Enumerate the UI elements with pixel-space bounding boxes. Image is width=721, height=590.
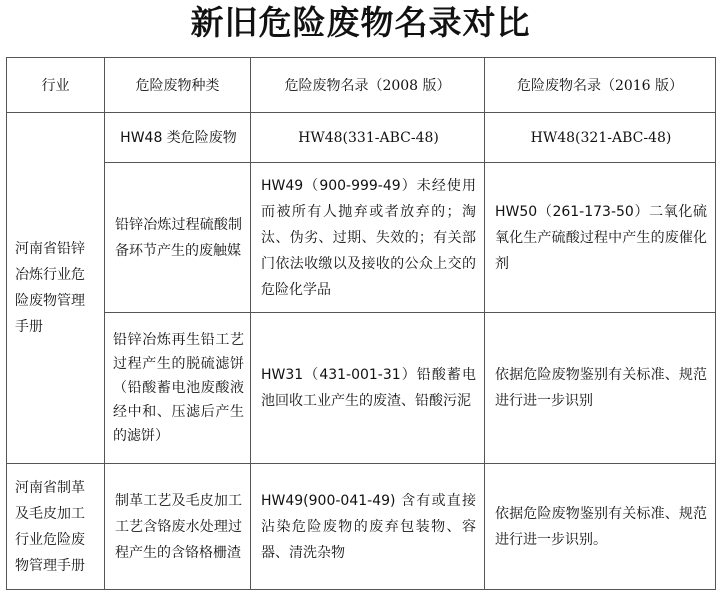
list-2008-cell: HW49(900-041-49) 含有或直接沾染危险废物的废弃包装物、容器、清洗杂物 xyxy=(251,464,485,590)
page-title: 新旧危险废物名录对比 xyxy=(190,3,531,42)
comparison-table xyxy=(6,57,716,590)
table-row xyxy=(7,163,716,313)
list-2016-cell: HW48(321-ABC-48) xyxy=(485,113,716,163)
header-row xyxy=(7,58,716,113)
header-list-2008: 危险废物名录（2008 版） xyxy=(251,58,485,113)
header-list-2016: 危险废物名录（2016 版） xyxy=(485,58,716,113)
industry-cell: 河南省制革及毛皮加工行业危险废物管理手册 xyxy=(7,464,105,590)
table-row xyxy=(7,313,716,464)
header-category: 危险废物种类 xyxy=(105,58,251,113)
category-cell: HW48 类危险废物 xyxy=(105,113,251,163)
industry-cell: 河南省铅锌冶炼行业危险废物管理手册 xyxy=(7,113,105,464)
list-2016-cell: 依据危险废物鉴别有关标准、规范进行进一步识别 xyxy=(485,313,716,464)
list-2016-cell: HW50（261-173-50）二氧化硫氧化生产硫酸过程中产生的废催化剂 xyxy=(485,163,716,313)
category-cell: 铅锌冶炼过程硫酸制备环节产生的废触媒 xyxy=(105,163,251,313)
table-row xyxy=(7,464,716,590)
list-2008-cell: HW48(331-ABC-48) xyxy=(251,113,485,163)
list-2008-cell: HW31（431-001-31）铅酸蓄电池回收工业产生的废渣、铅酸污泥 xyxy=(251,313,485,464)
table-row xyxy=(7,113,716,163)
list-2016-cell: 依据危险废物鉴别有关标准、规范进行进一步识别。 xyxy=(485,464,716,590)
category-cell: 制革工艺及毛皮加工工艺含铬废水处理过程产生的含铬格栅渣 xyxy=(105,464,251,590)
header-industry: 行业 xyxy=(7,58,105,113)
category-cell: 铅锌冶炼再生铅工艺过程产生的脱硫滤饼（铅酸蓄电池废酸液经中和、压滤后产生的滤饼） xyxy=(105,313,251,464)
list-2008-cell: HW49（900-999-49）未经使用而被所有人抛弃或者放弃的；淘汰、伪劣、过期、失效的；有关部门依法收缴以及接收的公众上交的危险化学品 xyxy=(251,163,485,313)
